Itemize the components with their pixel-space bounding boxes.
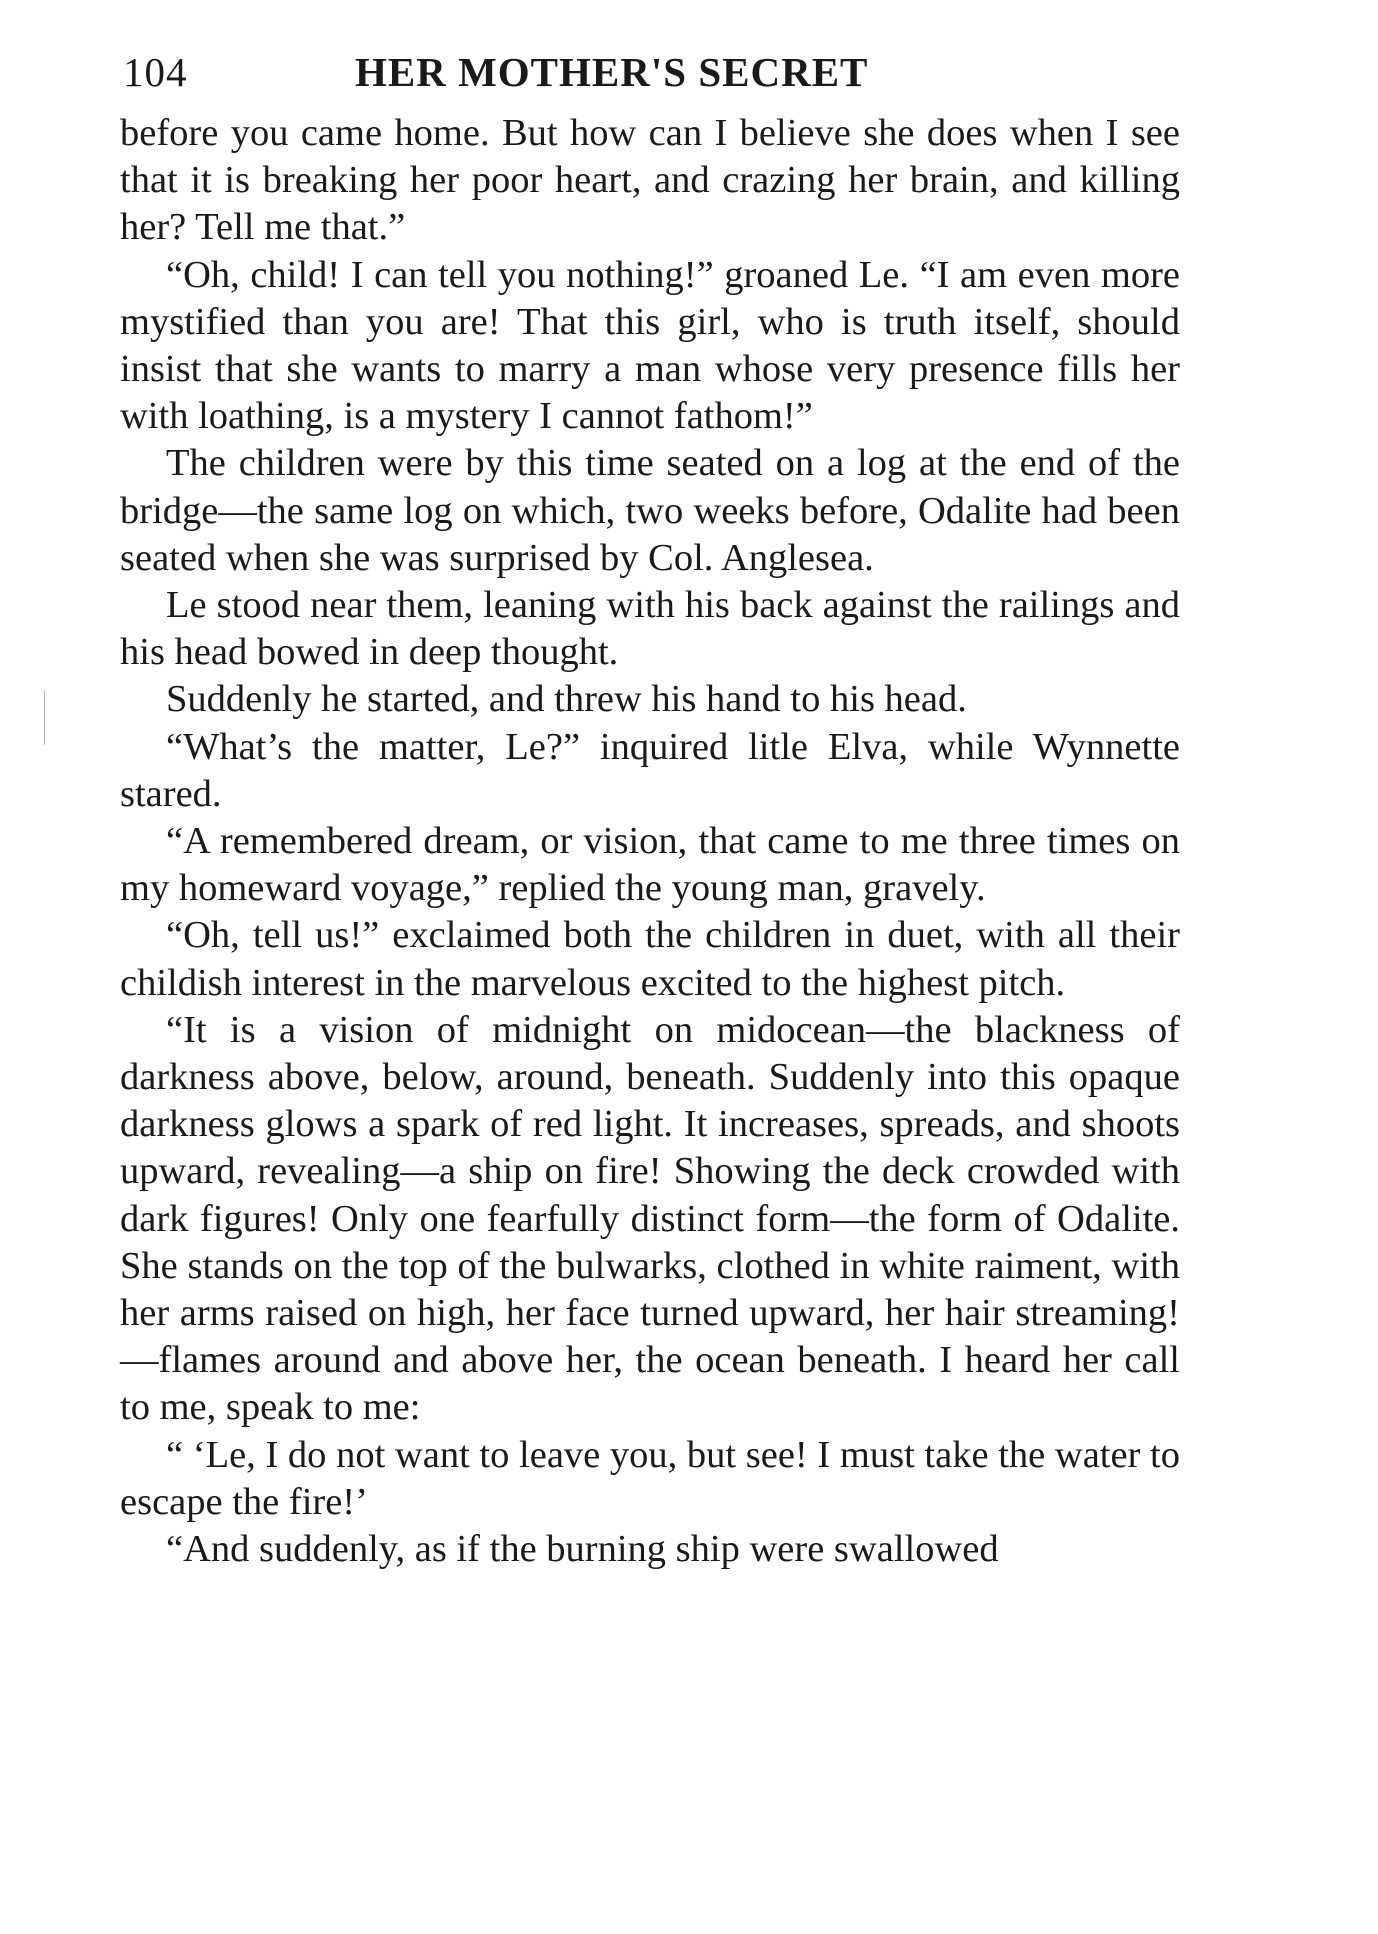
book-page [120, 40, 1180, 1573]
page-number: 104 [123, 49, 188, 95]
paragraph: “A remembered dream, or vision, that came to me three times on my homeward voyage,” replied the young man, gravely. [120, 820, 1180, 910]
paragraph: “Oh, tell us!” exclaimed both the children in duet, with all their childish interest in the marvelous excited to the highest pitch. [120, 914, 1180, 1004]
paragraph-continued: before you came home. But how can I believe she does when I see that it is breaking her poor heart, and crazing her brain, and killing her? Tell me that.” [120, 112, 1180, 249]
paragraph: “Oh, child! I can tell you nothing!” groaned Le. “I am even more mystified than you are! That this girl, who is truth itself, should insist that she wants to marry a man whose very presence fills her with loathing, is a mystery I cannot fathom!” [120, 253, 1180, 438]
body-text [120, 110, 1180, 1573]
running-title: HER MOTHER'S SECRET [355, 49, 869, 95]
paragraph: “It is a vision of midnight on midocean—the blackness of darkness above, below, around, beneath. Suddenly into this opaque darkness glows a spark of red light. It increases, spreads, and shoots upward, revealing—a ship on fire! Showing the deck crowded with dark figures! Only one fearfully distinct form—the form of Odalite. She stands on the top of the bulwarks, clothed in white raiment, with her arms raised on high, her face turned upward, her hair streaming!—flames around and above her, the ocean beneath. I heard her call to me, speak to me: [120, 1008, 1180, 1429]
paragraph: “ ‘Le, I do not want to leave you, but see! I must take the water to escape the fire!’ [120, 1433, 1180, 1523]
running-head [120, 40, 1180, 110]
paragraph-last: “And suddenly, as if the burning ship were swallowed [166, 1528, 999, 1571]
margin-scan-mark [44, 690, 45, 745]
paragraph: The children were by this time seated on a log at the end of the bridge—the same log on which, two weeks before, Odalite had been seated when she was surprised by Col. Anglesea. [120, 442, 1180, 579]
paragraph: Suddenly he started, and threw his hand to his head. [166, 678, 967, 721]
paragraph: Le stood near them, leaning with his back against the railings and his head bowed in deep thought. [120, 584, 1180, 674]
paragraph: “What’s the matter, Le?” inquired litle Elva, while Wynnette stared. [120, 725, 1180, 815]
